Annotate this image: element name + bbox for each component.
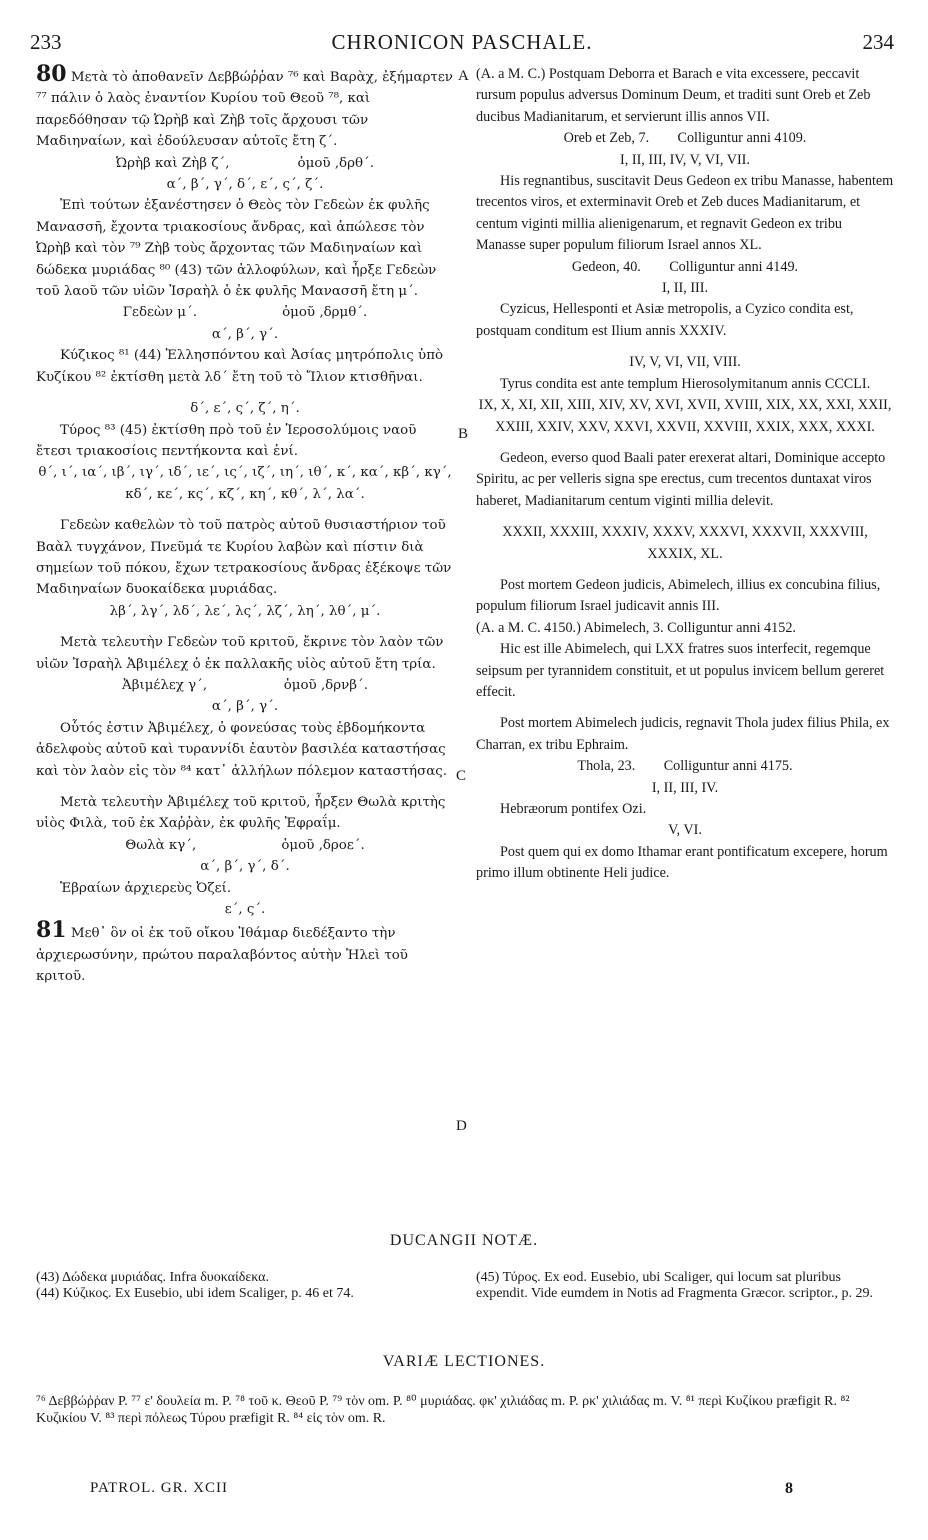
latin-paragraph: Cyzicus, Hellesponti et Asiæ metropolis, a Cyzico condita est, postquam conditum est Ilium annis XXXIV. xyxy=(476,301,854,339)
greek-numerals: λβ΄, λγ΄, λδ΄, λε΄, λς΄, λζ΄, λη΄, λθ΄, μ΄. xyxy=(109,603,381,619)
latin-numerals: V, VI. xyxy=(668,822,702,839)
greek-text: Μεθ᾽ ὃν οἱ ἐκ τοῦ οἴκου Ἰθάμαρ διεδέξαντο τὴν ἀρχιερωσύνην, πρώτου παραλαβόντος αὐτὴν Ἠλεὶ τοῦ κριτοῦ. xyxy=(36,926,408,985)
greek-numerals: α΄, β΄, γ΄, δ΄, ε΄, ς΄, ζ΄. xyxy=(166,177,324,193)
page-header xyxy=(30,30,894,56)
latin-paragraph: His regnantibus, suscitavit Deus Gedeon ex tribu Manasse, habentem trecentos viros, et exterminavit Oreb et Zeb duces Madianitarum, et centum viginti millia alienigenarum, et regnavit Gedeon ex tribu Manasse super populum filiorum Israel annos XL. xyxy=(476,173,894,254)
greek-paragraph: Κύζικος ⁸¹ (44) Ἑλλησπόντου καὶ Ἀσίας μητρόπολις ὑπὸ Κυζίκου ⁸² ἐκτίσθη μετὰ λδ΄ ἔτη τοῦ τὸ Ἴλιον κτισθῆναι. xyxy=(36,348,444,385)
latin-numerals: IX, X, XI, XII, XIII, XIV, XV, XVI, XVII, XVIII, XIX, XX, XXI, XXII, XXIII, XXIV, XXV, XXVI, XXVII, XXVIII, XXIX, XXX, XXXI. xyxy=(478,397,892,435)
greek-count-line: Ἀβιμέλεχ γ΄, ὁμοῦ ‚δρνβ΄. xyxy=(122,677,368,693)
note-44: (44) Κύζικος. Ex Eusebio, ubi idem Scaliger, p. 46 et 74. xyxy=(36,1286,354,1301)
latin-column xyxy=(476,64,894,885)
greek-count-line: Θωλὰ κγ΄, ὁμοῦ ‚δροε΄. xyxy=(125,837,365,853)
greek-text: Μετὰ τὸ ἀποθανεῖν Δεββώῤῥαν ⁷⁶ καὶ Βαρὰχ, ἐξήμαρτεν ⁷⁷ πάλιν ὁ λαὸς ἐναντίον Κυρίου τοῦ Θεοῦ ⁷⁸, καὶ παρεδόθησαν τῷ Ὠρὴβ καὶ Ζὴβ τοῖς ἄρχουσι τῶν Μαδιηναίων, καὶ ἐδούλευσαν αὐτοῖς ἔτη ζ΄. xyxy=(36,70,453,150)
greek-count-line: Ὠρὴβ καὶ Ζὴβ ζ΄, ὁμοῦ ‚δρθ΄. xyxy=(116,155,374,171)
greek-para-81 xyxy=(36,917,454,987)
footer-sheet-number: 8 xyxy=(785,1480,793,1497)
latin-paragraph: Gedeon, everso quod Baali pater erexerat altari, Dominique accepto Spiritu, ac per velleris signa spe erectus, cum trecentos duntaxat viros haberet, Madianitarum centum viginti millia delevit. xyxy=(476,449,886,509)
latin-paragraph: Hebræorum pontifex Ozi. xyxy=(500,801,647,817)
notes-right-column xyxy=(476,1270,894,1302)
greek-paragraph: Τύρος ⁸³ (45) ἐκτίσθη πρὸ τοῦ ἐν Ἱεροσολύμοις ναοῦ ἔτεσι τριακοσίοις πεντήκοντα καὶ ἑνί. xyxy=(36,422,417,459)
greek-para-80 xyxy=(36,61,454,153)
note-43: (43) Δώδεκα μυριάδας. Infra δυοκαίδεκα. xyxy=(36,1270,270,1285)
latin-count-line: Oreb et Zeb, 7. Colliguntur anni 4109. xyxy=(563,130,807,147)
margin-letter-d: D xyxy=(456,1118,467,1134)
latin-paragraph: Post mortem Gedeon judicis, Abimelech, illius ex concubina filius, populum filiorum Israel judicavit annis III. xyxy=(476,576,881,615)
latin-count-line: Thola, 23. Colliguntur anni 4175. xyxy=(577,758,793,775)
latin-numerals: I, II, III. xyxy=(661,280,709,297)
greek-paragraph: Ἑβραίων ἀρχιερεὺς Ὀζεί. xyxy=(60,880,232,896)
latin-paragraph: Tyrus condita est ante templum Hierosolymitanum annis CCCLI. xyxy=(500,375,871,392)
section-number-81: 81 xyxy=(36,917,67,944)
latin-count-line: Gedeon, 40. Colliguntur anni 4149. xyxy=(571,258,799,275)
greek-paragraph: Γεδεὼν καθελὼν τὸ τοῦ πατρὸς αὐτοῦ θυσιαστήριον τοῦ Βαὰλ τυγχάνον, Πνεῦμά τε Κυρίου λαβὼν καὶ πίστιν διὰ σημείων τοῦ πόκου, ἔχων τετρακοσίους ἄνδρας ἐξέκοψε τῶν Μαδιηναίων δυοκαίδεκα μυριάδας. xyxy=(36,518,452,598)
greek-paragraph: Μετὰ τελευτὴν Γεδεὼν τοῦ κριτοῦ, ἔκρινε τὸν λαὸν τῶν υἱῶν Ἰσραὴλ Ἀβιμέλεχ ὁ ἐκ παλλακῆς υἱὸς αὐτοῦ ἔτη τρία. xyxy=(36,635,444,672)
latin-numerals: I, II, III, IV, V, VI, VII. xyxy=(620,151,750,168)
latin-paragraph: Post quem qui ex domo Ithamar erant pontificatum excepere, horum primo illum obtinente Heli judice. xyxy=(476,843,888,882)
greek-numerals: α΄, β΄, γ΄. xyxy=(211,699,279,715)
left-page-number: 233 xyxy=(30,30,62,54)
margin-letter-a: A xyxy=(458,68,469,84)
latin-numerals: IV, V, VI, VII, VIII. xyxy=(629,354,741,371)
running-title: CHRONICON PASCHALE. xyxy=(331,30,593,54)
variae-heading: VARIÆ LECTIONES. xyxy=(382,1353,546,1370)
latin-numerals: XXXII, XXXIII, XXXIV, XXXV, XXXVI, XXXVII, XXXVIII, XXXIX, XL. xyxy=(502,524,868,562)
latin-numerals: I, II, III, IV. xyxy=(651,779,719,796)
greek-numerals: θ΄, ι΄, ια΄, ιβ΄, ιγ΄, ιδ΄, ιε΄, ις΄, ιζ΄, ιη΄, ιθ΄, κ΄, κα΄, κβ΄, κγ΄, κδ΄, κε΄, κς΄, κζ΄, κη΄, κθ΄, λ΄, λα΄. xyxy=(38,465,452,502)
right-page-number: 234 xyxy=(862,30,894,54)
footer-signature: PATROL. GR. XCII xyxy=(90,1480,228,1496)
latin-paragraph: Post mortem Abimelech judicis, regnavit Thola judex filius Phila, ex Charran, ex tribu Ephraim. xyxy=(476,715,890,753)
greek-count-line: Γεδεὼν μ΄. ὁμοῦ ‚δρμθ΄. xyxy=(122,305,368,321)
greek-paragraph: Οὗτός ἐστιν Ἀβιμέλεχ, ὁ φονεύσας τοὺς ἑβδομήκοντα ἀδελφοὺς αὐτοῦ καὶ τυραννίδι ἑαυτὸν βασιλέα καταστήσας καὶ τὸν λαὸν εἰς τὸν ⁸⁴ κατ᾽ ἀλλήλων πόλεμον καταστήσας. xyxy=(36,720,448,779)
margin-letter-c: C xyxy=(456,768,467,784)
greek-numerals: δ΄, ε΄, ς΄, ζ΄, η΄. xyxy=(190,401,300,417)
variae-lectiones-text: ⁷⁶ Δεββώῤῥαν P. ⁷⁷ ε' δουλεία m. P. ⁷⁸ τοῦ κ. Θεοῦ P. ⁷⁹ τὸν om. P. ⁸⁰ μυριάδας. φκ' χιλιάδας m. P. ρκ' χιλιάδας m. V. ⁸¹ περὶ Κυζίκου præfigit R. ⁸² Κυζικίου V. ⁸³ περὶ πόλεως Τύρου præfigit R. ⁸⁴ εἰς τὸν om. R. xyxy=(36,1394,850,1426)
margin-letter-b: B xyxy=(458,426,469,442)
greek-numerals: α΄, β΄, γ΄, δ΄. xyxy=(200,859,290,875)
greek-paragraph: Ἐπὶ τούτων ἐξανέστησεν ὁ Θεὸς τὸν Γεδεὼν ἐκ φυλῆς Μανασσῆ, ἔχοντα τριακοσίους ἄνδρας, καὶ ἀπώλεσε τὸν Ὠρὴβ καὶ τὸν ⁷⁹ Ζὴβ τοὺς ἄρχοντας τῶν Μαδιηναίων καὶ δώδεκα μυριάδας ⁸⁰ (43) τῶν ἀλλοφύλων, καὶ ἦρξε Γεδεὼν τοῦ λαοῦ τῶν υἱῶν Ἰσραὴλ ὁ ἐκ φυλῆς Μανασσῆ ἔτη μ΄. xyxy=(36,198,437,300)
latin-count-line: (A. a M. C. 4150.) Abimelech, 3. Colliguntur anni 4152. xyxy=(476,619,796,636)
greek-numerals: ε΄, ς΄. xyxy=(224,902,266,918)
notes-left-column xyxy=(36,1270,456,1302)
notes-heading: DUCANGII NOTÆ. xyxy=(389,1232,539,1249)
latin-paragraph: Hic est ille Abimelech, qui LXX fratres suos interfecit, regemque seipsum per tyrannidem constituit, et ut populus invicem bellum gereret effecit. xyxy=(476,641,885,700)
greek-paragraph: Μετὰ τελευτὴν Ἀβιμέλεχ τοῦ κριτοῦ, ἦρξεν Θωλὰ κριτὴς υἱὸς Φιλὰ, τοῦ ἐκ Χαῤῥὰν, ἐκ φυλῆς Ἐφραΐμ. xyxy=(36,795,446,832)
greek-column xyxy=(36,61,454,988)
latin-paragraph: (A. a M. C.) Postquam Deborra et Barach e vita excessere, peccavit rursum populus adversus Dominum Deum, et traditi sunt Oreb et Zeb ducibus Madianitarum, et servierunt illis annos VII. xyxy=(476,66,871,125)
greek-numerals: α΄, β΄, γ΄. xyxy=(211,326,279,342)
section-number-80: 80 xyxy=(36,61,67,87)
note-45: (45) Τύρος. Ex eod. Eusebio, ubi Scaliger, qui locum sat pluribus expendit. Vide eumdem in Notis ad Fragmenta Græcor. scriptor., p. 29. xyxy=(476,1270,874,1301)
